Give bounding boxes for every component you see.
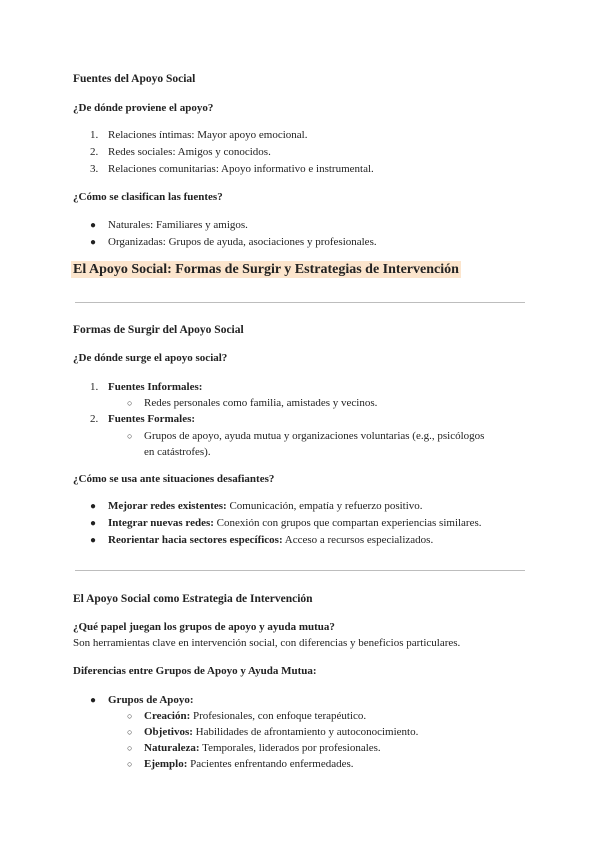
list-number: 2.: [90, 413, 99, 425]
sub-item-continued: en catástrofes).: [144, 446, 211, 458]
sub-item: Naturaleza: Temporales, liderados por profesionales.: [144, 742, 381, 754]
list-number: 3.: [90, 163, 99, 175]
bullet-icon: ●: [90, 518, 97, 529]
list-item: Integrar nuevas redes: Conexión con grupos que compartan experiencias similares.: [108, 517, 482, 529]
highlighted-heading: El Apoyo Social: Formas de Surgir y Estrategias de Intervención: [73, 262, 459, 277]
bullet-icon: ●: [90, 237, 97, 248]
section-title-fuentes: Fuentes del Apoyo Social: [73, 73, 196, 85]
list-item: Organizadas: Grupos de ayuda, asociaciones y profesionales.: [108, 236, 377, 248]
bullet-icon: ●: [90, 501, 97, 512]
paragraph: Son herramientas clave en intervención social, con diferencias y beneficios particulares.: [73, 637, 461, 649]
question-surge: ¿De dónde surge el apoyo social?: [73, 352, 228, 364]
question-desafiantes: ¿Cómo se usa ante situaciones desafiantes?: [73, 473, 275, 485]
list-number: 1.: [90, 129, 99, 141]
sub-item: Objetivos: Habilidades de afrontamiento y autoconocimiento.: [144, 726, 419, 738]
list-item-label: Fuentes Informales:: [108, 381, 203, 393]
list-item: Redes sociales: Amigos y conocidos.: [108, 146, 271, 158]
group-label: Grupos de Apoyo:: [108, 694, 194, 706]
circle-bullet-icon: ○: [127, 711, 133, 721]
list-item: Relaciones íntimas: Mayor apoyo emocional.: [108, 129, 308, 141]
question-diferencias: Diferencias entre Grupos de Apoyo y Ayuda Mutua:: [73, 665, 317, 677]
list-number: 2.: [90, 146, 99, 158]
section-title-estrategia: El Apoyo Social como Estrategia de Intervención: [73, 593, 313, 605]
section-title-formas: Formas de Surgir del Apoyo Social: [73, 324, 244, 336]
sub-item: Grupos de apoyo, ayuda mutua y organizaciones voluntarias (e.g., psicólogos: [144, 430, 485, 442]
sub-item: Creación: Profesionales, con enfoque terapéutico.: [144, 710, 367, 722]
bullet-icon: ●: [90, 220, 97, 231]
list-item: Naturales: Familiares y amigos.: [108, 219, 248, 231]
question-proviene: ¿De dónde proviene el apoyo?: [73, 102, 214, 114]
circle-bullet-icon: ○: [127, 431, 133, 441]
sub-item: Redes personales como familia, amistades y vecinos.: [144, 397, 378, 409]
bullet-icon: ●: [90, 535, 97, 546]
circle-bullet-icon: ○: [127, 759, 133, 769]
question-papel: ¿Qué papel juegan los grupos de apoyo y ayuda mutua?: [73, 621, 335, 633]
list-item: Mejorar redes existentes: Comunicación, empatía y refuerzo positivo.: [108, 500, 423, 512]
list-item-label: Fuentes Formales:: [108, 413, 196, 425]
list-number: 1.: [90, 381, 99, 393]
circle-bullet-icon: ○: [127, 743, 133, 753]
list-item: Reorientar hacia sectores específicos: Acceso a recursos especializados.: [108, 534, 434, 546]
sub-item: Ejemplo: Pacientes enfrentando enfermedades.: [144, 758, 354, 770]
question-clasifican: ¿Cómo se clasifican las fuentes?: [73, 191, 223, 203]
circle-bullet-icon: ○: [127, 727, 133, 737]
list-item: Relaciones comunitarias: Apoyo informativo e instrumental.: [108, 163, 374, 175]
horizontal-rule: [75, 570, 525, 571]
bullet-icon: ●: [90, 695, 97, 706]
circle-bullet-icon: ○: [127, 398, 133, 408]
horizontal-rule: [75, 302, 525, 303]
